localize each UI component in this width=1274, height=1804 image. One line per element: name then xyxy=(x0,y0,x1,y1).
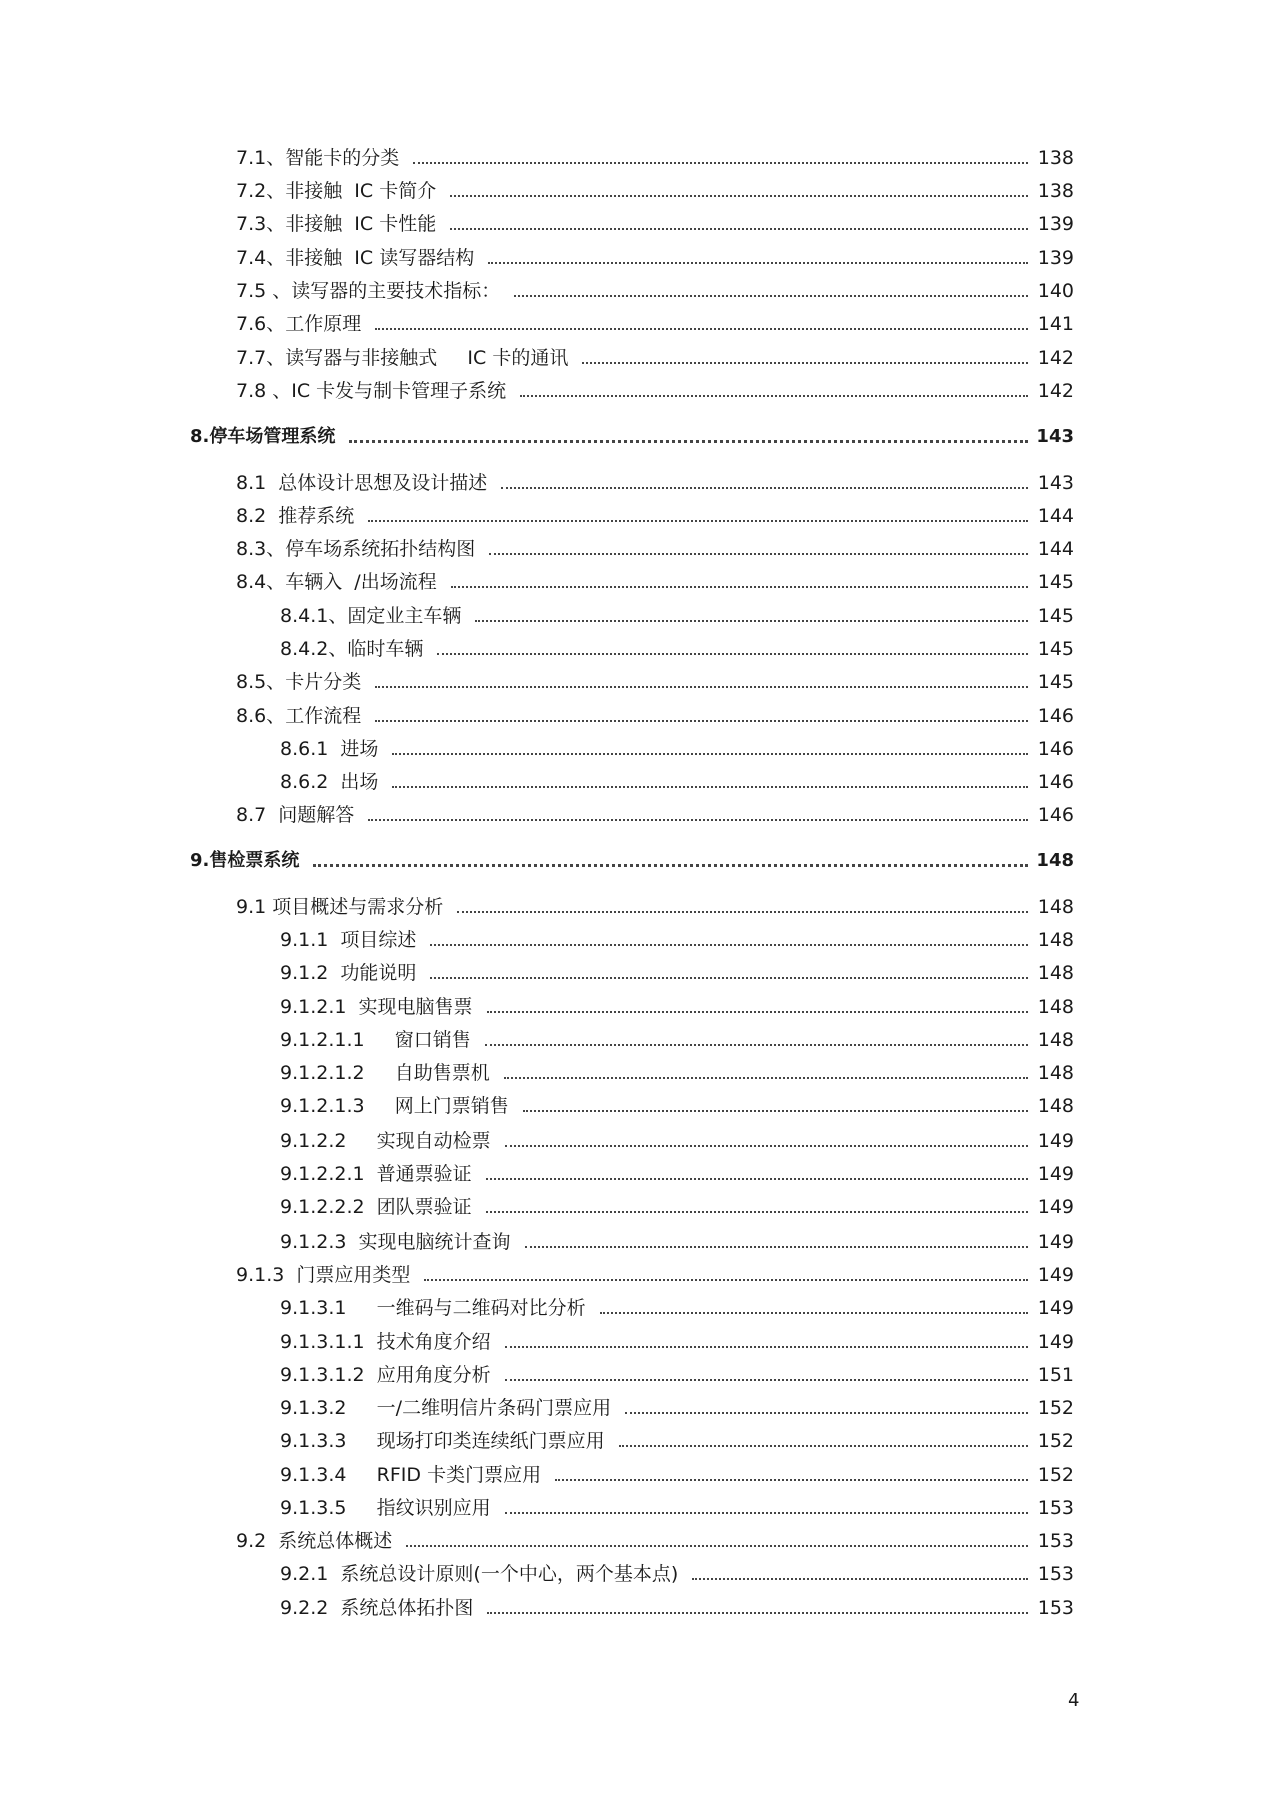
dot-leader xyxy=(392,786,1028,788)
toc-entry-label: 9.1.1 项目综述 xyxy=(280,929,417,951)
toc-entry[interactable] xyxy=(236,177,1074,203)
toc-entry-page: 149 xyxy=(1037,1297,1074,1319)
toc-entry[interactable] xyxy=(280,1127,1074,1153)
toc-entry-label: 9.售检票系统 xyxy=(190,850,300,871)
toc-entry-page: 138 xyxy=(1037,147,1074,169)
toc-entry[interactable] xyxy=(236,144,1074,170)
dot-leader xyxy=(451,586,1028,588)
toc-entry-label: 9.1.3.3 现场打印类连续纸门票应用 xyxy=(280,1430,605,1452)
toc-entry-page: 148 xyxy=(1037,1062,1074,1084)
toc-entry[interactable] xyxy=(280,1193,1074,1219)
toc-entry-label: 8.2 推荐系统 xyxy=(236,505,355,527)
toc-entry-label: 9.1.2.2.1 普通票验证 xyxy=(280,1163,472,1185)
toc-entry-label: 8.1 总体设计思想及设计描述 xyxy=(236,472,488,494)
toc-entry[interactable] xyxy=(280,926,1074,952)
toc-entry[interactable] xyxy=(280,635,1074,661)
toc-entry[interactable] xyxy=(280,993,1074,1019)
toc-entry[interactable] xyxy=(280,1361,1074,1387)
dot-leader xyxy=(487,1011,1028,1013)
dot-leader xyxy=(619,1445,1028,1447)
toc-entry-label: 9.1.3.1.1 技术角度介绍 xyxy=(280,1331,491,1353)
toc-entry-label: 9.1.2.2.2 团队票验证 xyxy=(280,1196,472,1218)
toc-entry[interactable] xyxy=(236,277,1074,303)
dot-leader xyxy=(406,1545,1028,1547)
dot-leader xyxy=(349,440,1028,443)
toc-entry-label: 8.6、工作流程 xyxy=(236,705,362,727)
toc-entry[interactable] xyxy=(280,735,1074,761)
toc-entry[interactable] xyxy=(236,1261,1074,1287)
toc-entry-page: 148 xyxy=(1037,996,1074,1018)
toc-entry[interactable] xyxy=(236,1527,1074,1553)
toc-entry-label: 9.1.3.1.2 应用角度分析 xyxy=(280,1364,491,1386)
toc-entry-page: 142 xyxy=(1037,347,1074,369)
dot-leader xyxy=(505,1145,1028,1147)
toc-entry-page: 149 xyxy=(1037,1196,1074,1218)
toc-entry-label: 7.1、智能卡的分类 xyxy=(236,147,400,169)
toc-entry[interactable] xyxy=(236,568,1074,594)
toc-entry[interactable] xyxy=(280,1394,1074,1420)
toc-entry-label: 9.1.3.5 指纹识别应用 xyxy=(280,1497,491,1519)
toc-entry-page: 153 xyxy=(1037,1563,1074,1585)
dot-leader xyxy=(582,362,1028,364)
toc-entry-page: 153 xyxy=(1037,1530,1074,1552)
toc-entry-page: 152 xyxy=(1037,1397,1074,1419)
toc-entry[interactable] xyxy=(280,1059,1074,1085)
toc-entry-label: 9.1.3.1 一维码与二维码对比分析 xyxy=(280,1297,586,1319)
toc-entry-label: 9.1.3.2 一/二维明信片条码门票应用 xyxy=(280,1397,612,1419)
toc-entry[interactable] xyxy=(280,768,1074,794)
toc-entry-label: 9.1.2.1.3 网上门票销售 xyxy=(280,1095,509,1117)
toc-entry[interactable] xyxy=(280,1228,1074,1254)
toc-entry-page: 145 xyxy=(1037,671,1074,693)
dot-leader xyxy=(375,686,1028,688)
dot-leader xyxy=(501,487,1028,489)
toc-entry[interactable] xyxy=(280,1294,1074,1320)
dot-leader xyxy=(437,653,1028,655)
dot-leader xyxy=(600,1312,1028,1314)
toc-entry[interactable] xyxy=(280,1328,1074,1354)
toc-entry-label: 9.1 项目概述与需求分析 xyxy=(236,896,444,918)
dot-leader xyxy=(413,162,1028,164)
toc-entry[interactable] xyxy=(280,602,1074,628)
toc-entry-label: 8.4.2、临时车辆 xyxy=(280,638,424,660)
toc-entry-label: 8.6.2 出场 xyxy=(280,771,379,793)
toc-entry-label: 7.4、非接触 IC 读写器结构 xyxy=(236,247,475,269)
toc-chapter-entry[interactable] xyxy=(190,847,1074,873)
toc-entry[interactable] xyxy=(236,210,1074,236)
toc-entry-label: 9.2.2 系统总体拓扑图 xyxy=(280,1597,474,1619)
toc-entry-page: 141 xyxy=(1037,313,1074,335)
toc-entry-label: 8.5、卡片分类 xyxy=(236,671,362,693)
dot-leader xyxy=(523,1110,1028,1112)
dot-leader xyxy=(457,911,1028,913)
toc-entry-label: 8.停车场管理系统 xyxy=(190,426,336,447)
toc-entry-page: 149 xyxy=(1037,1231,1074,1253)
toc-entry-page: 152 xyxy=(1037,1464,1074,1486)
toc-entry[interactable] xyxy=(236,702,1074,728)
dot-leader xyxy=(368,520,1028,522)
dot-leader xyxy=(313,864,1028,867)
toc-entry[interactable] xyxy=(236,893,1074,919)
toc-entry-page: 145 xyxy=(1037,638,1074,660)
dot-leader xyxy=(486,1178,1028,1180)
toc-entry-page: 138 xyxy=(1037,180,1074,202)
dot-leader xyxy=(525,1246,1028,1248)
toc-entry-label: 7.5 、读写器的主要技术指标： xyxy=(236,280,501,302)
toc-entry-page: 153 xyxy=(1037,1497,1074,1519)
dot-leader xyxy=(505,1346,1028,1348)
toc-entry[interactable] xyxy=(280,1092,1074,1118)
dot-leader xyxy=(520,395,1028,397)
dot-leader xyxy=(475,620,1028,622)
toc-entry-page: 139 xyxy=(1037,247,1074,269)
toc-entry-label: 7.2、非接触 IC 卡简介 xyxy=(236,180,437,202)
toc-entry-page: 140 xyxy=(1037,280,1074,302)
toc-entry-label: 7.7、读写器与非接触式 IC 卡的通讯 xyxy=(236,347,569,369)
toc-entry[interactable] xyxy=(236,469,1074,495)
dot-leader xyxy=(430,944,1028,946)
toc-entry[interactable] xyxy=(280,1461,1074,1487)
dot-leader xyxy=(375,328,1028,330)
toc-entry[interactable] xyxy=(236,310,1074,336)
toc-entry-page: 146 xyxy=(1037,771,1074,793)
toc-entry-page: 149 xyxy=(1037,1264,1074,1286)
toc-entry[interactable] xyxy=(280,1427,1074,1453)
toc-entry-label: 9.1.2.1.1 窗口销售 xyxy=(280,1029,471,1051)
toc-entry-page: 148 xyxy=(1037,1095,1074,1117)
dot-leader xyxy=(430,977,1028,979)
toc-entry-page: 153 xyxy=(1037,1597,1074,1619)
toc-entry-label: 9.2.1 系统总设计原则(一个中心，两个基本点) xyxy=(280,1563,679,1585)
toc-entry-label: 8.7 问题解答 xyxy=(236,804,355,826)
dot-leader xyxy=(392,753,1028,755)
toc-entry-page: 148 xyxy=(1037,962,1074,984)
toc-entry-page: 149 xyxy=(1037,1331,1074,1353)
toc-entry-label: 7.3、非接触 IC 卡性能 xyxy=(236,213,437,235)
toc-chapter-entry[interactable] xyxy=(190,423,1074,449)
toc-entry[interactable] xyxy=(236,668,1074,694)
toc-entry[interactable] xyxy=(280,959,1074,985)
toc-entry-label: 9.1.2.3 实现电脑统计查询 xyxy=(280,1231,511,1253)
dot-leader xyxy=(450,195,1028,197)
toc-entry-label: 8.4、车辆入 /出场流程 xyxy=(236,571,437,593)
toc-entry[interactable] xyxy=(236,535,1074,561)
dot-leader xyxy=(504,1077,1028,1079)
dot-leader xyxy=(368,819,1028,821)
toc-entry-label: 9.1.2.1.2 自助售票机 xyxy=(280,1062,490,1084)
dot-leader xyxy=(505,1512,1028,1514)
toc-entry-label: 9.1.3.4 RFID 卡类门票应用 xyxy=(280,1464,542,1486)
dot-leader xyxy=(692,1578,1028,1580)
toc-entry-page: 149 xyxy=(1037,1130,1074,1152)
toc-entry-label: 9.1.2.1 实现电脑售票 xyxy=(280,996,473,1018)
dot-leader xyxy=(505,1379,1028,1381)
toc-entry-page: 148 xyxy=(1037,1029,1074,1051)
dot-leader xyxy=(489,553,1028,555)
toc-entry[interactable] xyxy=(236,244,1074,270)
toc-entry[interactable] xyxy=(280,1494,1074,1520)
toc-entry-page: 148 xyxy=(1037,929,1074,951)
toc-entry[interactable] xyxy=(280,1160,1074,1186)
toc-entry-page: 143 xyxy=(1036,426,1074,447)
dot-leader xyxy=(485,1044,1028,1046)
toc-entry[interactable] xyxy=(236,502,1074,528)
toc-entry-label: 9.2 系统总体概述 xyxy=(236,1530,393,1552)
toc-entry-page: 146 xyxy=(1037,705,1074,727)
toc-entry-label: 8.6.1 进场 xyxy=(280,738,379,760)
toc-entry-page: 143 xyxy=(1037,472,1074,494)
toc-entry-page: 139 xyxy=(1037,213,1074,235)
toc-entry-page: 142 xyxy=(1037,380,1074,402)
toc-entry[interactable] xyxy=(280,1026,1074,1052)
toc-entry-page: 149 xyxy=(1037,1163,1074,1185)
toc-entry-page: 144 xyxy=(1037,505,1074,527)
toc-entry-page: 151 xyxy=(1037,1364,1074,1386)
toc-entry-page: 146 xyxy=(1037,804,1074,826)
toc-entry[interactable] xyxy=(236,344,1074,370)
dot-leader xyxy=(424,1279,1028,1281)
toc-entry[interactable] xyxy=(236,801,1074,827)
dot-leader xyxy=(450,228,1028,230)
toc-entry[interactable] xyxy=(280,1594,1074,1620)
dot-leader xyxy=(375,720,1028,722)
page-number: 4 xyxy=(1068,1690,1080,1711)
toc-entry[interactable] xyxy=(280,1560,1074,1586)
dot-leader xyxy=(514,295,1028,297)
dot-leader xyxy=(555,1479,1028,1481)
toc-entry-label: 9.1.2 功能说明 xyxy=(280,962,417,984)
toc-entry[interactable] xyxy=(236,377,1074,403)
dot-leader xyxy=(625,1412,1028,1414)
toc-entry-label: 8.3、停车场系统拓扑结构图 xyxy=(236,538,476,560)
toc-entry-page: 148 xyxy=(1037,896,1074,918)
toc-entry-page: 145 xyxy=(1037,571,1074,593)
toc-entry-label: 7.6、工作原理 xyxy=(236,313,362,335)
toc-entry-page: 148 xyxy=(1036,850,1074,871)
toc-entry-page: 146 xyxy=(1037,738,1074,760)
dot-leader xyxy=(487,1612,1028,1614)
toc-entry-page: 145 xyxy=(1037,605,1074,627)
toc-entry-label: 8.4.1、固定业主车辆 xyxy=(280,605,462,627)
toc-entry-label: 9.1.3 门票应用类型 xyxy=(236,1264,411,1286)
dot-leader xyxy=(486,1211,1028,1213)
toc-entry-page: 144 xyxy=(1037,538,1074,560)
toc-entry-label: 7.8 、IC 卡发与制卡管理子系统 xyxy=(236,380,507,402)
dot-leader xyxy=(488,262,1028,264)
toc-entry-label: 9.1.2.2 实现自动检票 xyxy=(280,1130,491,1152)
toc-entry-page: 152 xyxy=(1037,1430,1074,1452)
